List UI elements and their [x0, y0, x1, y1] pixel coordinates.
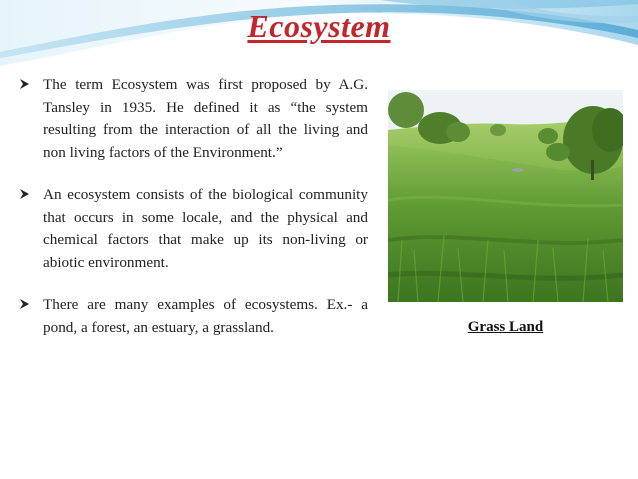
arrow-bullet-icon: [20, 299, 29, 309]
bullet-text: The term Ecosystem was first proposed by A.G. Tansley in 1935. He defined it as “the system resulting from the interaction of all the living and non living factors of the Environment.”: [43, 76, 368, 161]
bullet-item: [20, 294, 368, 339]
slide-title: Ecosystem: [247, 8, 391, 44]
arrow-bullet-icon: [20, 189, 29, 199]
bullet-list: [20, 74, 368, 359]
bullet-text: There are many examples of ecosystems. Ex.- a pond, a forest, an estuary, a grassland.: [43, 296, 368, 336]
bullet-item: [20, 184, 368, 274]
image-caption: Grass Land: [467, 319, 544, 335]
grassland-photo: [388, 90, 623, 302]
bullet-item: [20, 74, 368, 164]
arrow-bullet-icon: [20, 79, 29, 89]
bullet-text: An ecosystem consists of the biological community that occurs in some locale, and the physical and chemical factors that make up its non-living or abiotic environment.: [43, 186, 368, 271]
